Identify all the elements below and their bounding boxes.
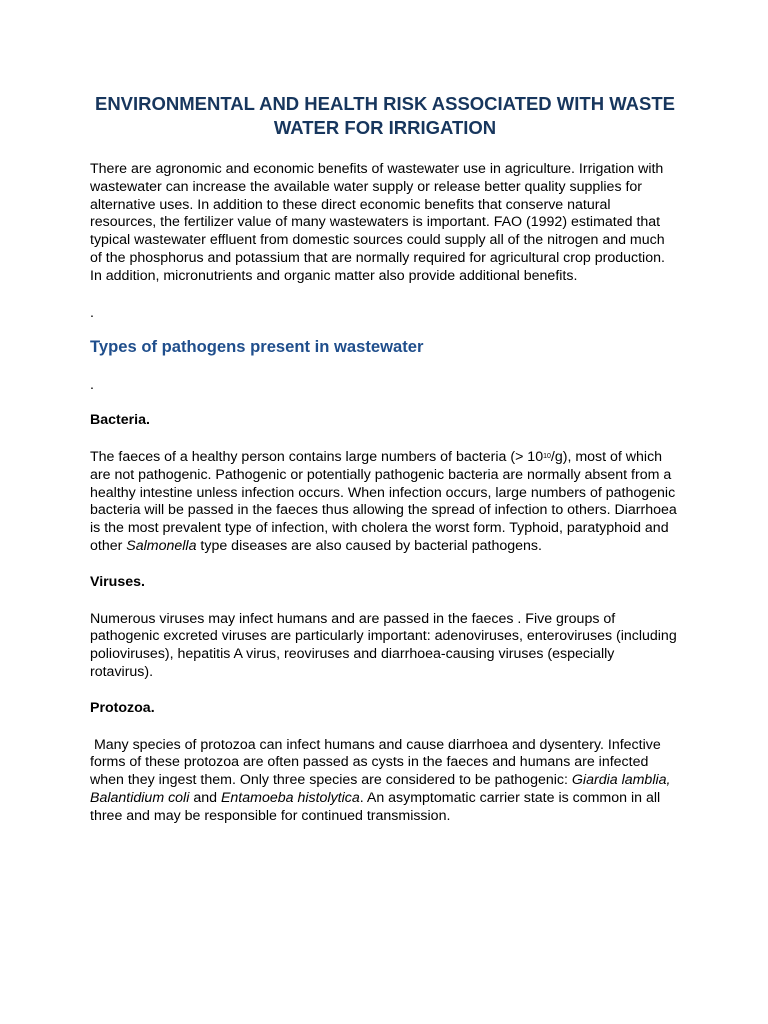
viruses-paragraph: Numerous viruses may infect humans and are passed in the faeces . Five groups of pathogenic excreted viruses are particularly important: adenoviruses, enteroviruses (including polioviruses), hepatitis A virus, reoviruses and diarrhoea-causing viruses (especially rotavirus). <box>90 610 677 680</box>
species-name: Giardia lamblia, Balantidium coli <box>90 772 675 806</box>
species-name: Salmonella <box>126 537 197 554</box>
protozoa-text-part: Many species of protozoa can infect humans and cause diarrhoea and dysentery. Infective forms of these protozoa are often passed as cysts in the faeces and humans are infected when they ingest them. Only three species are considered to be pathogenic: <box>90 736 665 789</box>
bacteria-text-part: type diseases are also caused by bacterial pathogens. <box>196 537 542 554</box>
bacteria-paragraph <box>90 449 680 556</box>
bacteria-text-part: /g), most of which are not pathogenic. Pathogenic or potentially pathogenic bacteria are normally absent from a healthy intestine unless infection occurs. When infection occurs, large numbers of pathogenic bacteria will be passed in the faeces thus allowing the spread of infection to others. Diarrhoea is the most prevalent type of infection, with cholera the worst form. Typhoid, paratyphoid and other <box>90 448 677 554</box>
viruses-heading: Viruses. <box>90 573 145 590</box>
separator-dot: . <box>90 304 94 321</box>
protozoa-heading: Protozoa. <box>90 699 155 716</box>
species-name: Entamoeba histolytica <box>220 789 360 806</box>
document-page <box>90 92 680 826</box>
document-title: ENVIRONMENTAL AND HEALTH RISK ASSOCIATED WITH WASTE WATER FOR IRRIGATION <box>94 93 675 138</box>
bacteria-text-part: The faeces of a healthy person contains large numbers of bacteria (> 10 <box>90 448 544 465</box>
protozoa-text-part: . An asymptomatic carrier state is common in all three and may be responsible for continued transmission. <box>90 789 665 824</box>
separator-dot: . <box>90 377 94 394</box>
exponent: 10 <box>543 452 551 460</box>
section-heading: Types of pathogens present in wastewater <box>90 337 424 357</box>
intro-paragraph: There are agronomic and economic benefits of wastewater use in agriculture. Irrigation with wastewater can increase the available water supply or release better quality supplies for alternative uses. In addition to these direct economic benefits that conserve natural resources, the fertilizer value of many wastewaters is important. FAO (1992) estimated that typical wastewater effluent from domestic sources could supply all of the nitrogen and much of the phosphorus and potassium that are normally required for agricultural crop production. In addition, micronutrients and organic matter also provide additional benefits. <box>90 161 665 284</box>
protozoa-paragraph <box>90 737 680 826</box>
protozoa-text-part: and <box>189 789 221 806</box>
bacteria-heading: Bacteria. <box>90 412 150 429</box>
